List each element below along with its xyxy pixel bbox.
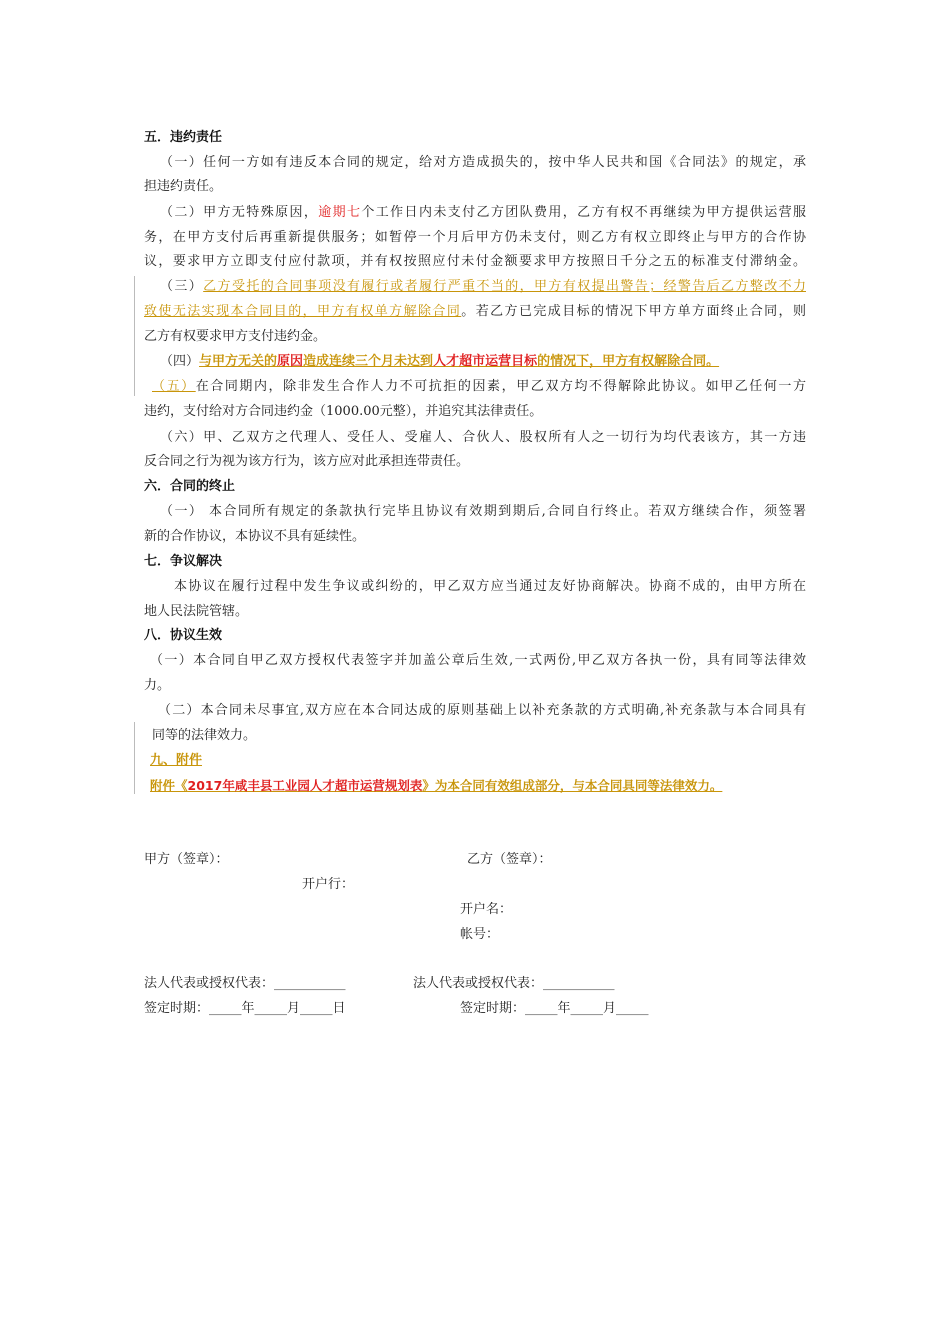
tracked-change-insert: 致使无法实现本合同目的，甲方有权单方解除合同 — [144, 304, 462, 319]
section-7-heading: 七．争议解决 — [144, 554, 223, 569]
section-5-heading: 五．违约责任 — [144, 130, 223, 145]
s5-p2-line2: 务，在甲方支付后再重新提供服务；如暂停一个月后甲方仍未支付，则乙方有权立即终止与甲方的合作协 — [144, 230, 806, 245]
s5-p2-line1: （二）甲方无特殊原因，逾期七个工作日内未支付乙方团队费用，乙方有权不再继续为甲方提供运营服 — [160, 205, 806, 220]
bank-label: 开户行： — [302, 877, 355, 892]
s5-p5-line1: （五）在合同期内，除非发生合作人力不可抗拒的因素，甲乙双方均不得解除此协议。如甲乙任何一方 — [152, 379, 806, 394]
section-9-heading: 九、附件 — [150, 753, 203, 768]
s6-p1-line1: （一） 本合同所有规定的条款执行完毕且协议有效期到期后,合同自行终止。若双方继续合作，须签署 — [160, 504, 806, 519]
account-number-label: 帐号： — [460, 927, 500, 942]
s5-p4-line1: （四）与甲方无关的原因造成连续三个月未达到人才超市运营目标的情况下，甲方有权解除合同。 — [160, 354, 720, 369]
s8-p2-line1: （二）本合同未尽事宜,双方应在本合同达成的原则基础上以补充条款的方式明确,补充条款与本合同具有 — [158, 703, 806, 718]
s8-p1-line1: （一）本合同自甲乙双方授权代表签字并加盖公章后生效,一式两份,甲乙双方各执一份，具有同等法律效 — [150, 653, 806, 668]
party-a-representative: 法人代表或授权代表：___________ — [144, 976, 346, 991]
s5-p3-line2: 致使无法实现本合同目的，甲方有权单方解除合同。若乙方已完成目标的情况下甲方单方面终止合同，则 — [144, 304, 806, 319]
s9-attachment-line: 附件《2017年咸丰县工业园人才超市运营规划表》为本合同有效组成部分，与本合同具同等法律效力。 — [150, 778, 723, 793]
s7-p1-line1: 本协议在履行过程中发生争议或纠纷的，甲乙双方应当通过友好协商解决。协商不成的，由甲方所在 — [174, 579, 806, 594]
party-b-sign-date: 签定时期：_____年_____月_____ — [460, 1001, 649, 1016]
s8-p1-line2: 力。 — [144, 678, 171, 693]
s5-p6-line1: （六）甲、乙双方之代理人、受任人、受雇人、合伙人、股权所有人之一切行为均代表该方，其一方违 — [160, 430, 806, 445]
party-a-seal: 甲方（签章）： — [144, 852, 229, 867]
overdue-days-highlight: 逾期七 — [318, 205, 362, 220]
s5-p1-line1: （一）任何一方如有违反本合同的规定，给对方造成损失的，按中华人民共和国《合同法》的规定，承 — [160, 155, 806, 170]
s5-p2-line3: 议，要求甲方立即支付应付款项，并有权按照应付未付金额要求甲方按照日千分之五的标准支付滞纳金。 — [144, 254, 806, 269]
s8-p2-line2: 同等的法律效力。 — [152, 728, 257, 743]
attachment-title: 2017年咸丰县工业园人才超市运营规划表 — [187, 778, 423, 793]
party-a-sign-date: 签定时期：_____年_____月_____日 — [144, 1001, 346, 1016]
revision-bar — [134, 276, 135, 396]
party-b-representative: 法人代表或授权代表：___________ — [413, 976, 615, 991]
account-name-label: 开户名： — [460, 902, 513, 917]
s7-p1-line2: 地人民法院管辖。 — [144, 604, 249, 619]
section-6-heading: 六．合同的终止 — [144, 479, 236, 494]
party-b-seal: 乙方（签章）： — [467, 852, 552, 867]
s6-p1-line2: 新的合作协议，本协议不具有延续性。 — [144, 529, 366, 544]
s5-p1-line2: 担违约责任。 — [144, 179, 223, 194]
tracked-change-insert: 乙方受托的合同事项没有履行或者履行严重不当的，甲方有权提出警告；经警告后乙方整改不力 — [203, 279, 806, 294]
s5-p3-line3: 乙方有权要求甲方支付违约金。 — [144, 329, 327, 344]
revision-bar — [134, 722, 135, 794]
s5-p3-line1: （三）乙方受托的合同事项没有履行或者履行严重不当的，甲方有权提出警告；经警告后乙方整改不力 — [160, 279, 806, 294]
s5-p6-line2: 反合同之行为视为该方行为，该方应对此承担连带责任。 — [144, 454, 470, 469]
section-8-heading: 八．协议生效 — [144, 628, 223, 643]
s5-p5-line2: 违约，支付给对方合同违约金（1000.00元整），并追究其法律责任。 — [144, 404, 543, 419]
